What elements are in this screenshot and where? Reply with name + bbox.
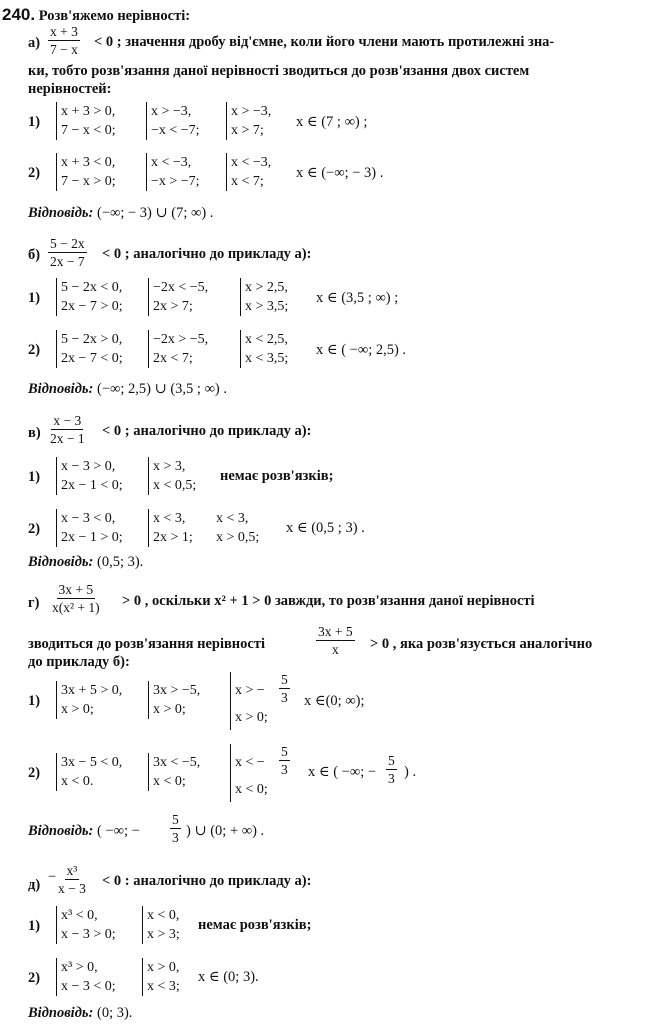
answer-value: (−∞; − 3) ∪ (7; ∞) . [97, 205, 214, 221]
system-2: x > −3, −x < −7; [146, 102, 200, 140]
case-1-result: немає розв'язків; [198, 917, 312, 933]
answer-label: Відповідь: [28, 554, 94, 570]
part-g-answer [28, 822, 140, 840]
system-2: x < 0, x > 3; [142, 906, 180, 944]
system-3: x > 2,5, x > 3,5; [240, 278, 288, 316]
fraction: $\frac{5}{3}$ [281, 744, 288, 777]
system-3: x > − $\frac{5}{3}$ x > 0; [230, 672, 268, 730]
answer-value: (0,5; 3). [97, 554, 144, 570]
part-a-fraction [48, 24, 80, 57]
case-1-result: x ∈(0; ∞); [304, 693, 365, 709]
part-b-answer [28, 380, 227, 398]
answer-label: Відповідь: [28, 1005, 94, 1021]
fraction-denominator: x − 3 [58, 881, 86, 896]
answer-label: Відповідь: [28, 823, 94, 839]
system-1: x + 3 < 0, 7 − x > 0; [56, 153, 116, 191]
system-3: x < − $\frac{5}{3}$ x < 0; [230, 744, 268, 802]
case-2-result: x ∈ (0,5 ; 3) . [286, 520, 365, 536]
answer-value: ( −∞; − [97, 823, 140, 839]
case-2-label: 2) [28, 970, 41, 986]
fraction: $\frac{5}{3}$ [388, 753, 395, 786]
case-1-result: x ∈ (7 ; ∞) ; [296, 114, 368, 130]
fraction-denominator: 2x − 1 [50, 431, 85, 446]
case-2-label: 2) [28, 765, 41, 781]
exercise-number: 240. [2, 5, 36, 24]
part-a-label: а) [28, 35, 41, 51]
answer-label: Відповідь: [28, 381, 94, 397]
fraction: $\frac{5}{3}$ [281, 672, 288, 705]
system-1: x − 3 > 0, 2x − 1 < 0; [56, 457, 123, 495]
fraction-denominator: x(x² + 1) [52, 600, 100, 615]
part-a-line3: нерівностей: [28, 81, 112, 97]
minus-sign: − [48, 869, 57, 885]
fraction-numerator: x + 3 [50, 24, 78, 39]
system-2: −2x > −5, 2x < 7; [148, 330, 208, 368]
part-g-fraction-2 [316, 624, 355, 657]
part-b-condition: < 0 ; аналогічно до прикладу а): [102, 246, 312, 262]
case-1-label: 1) [28, 114, 41, 130]
case-1-result: x ∈ (3,5 ; ∞) ; [316, 290, 399, 306]
case-1-result: немає розв'язків; [220, 468, 334, 484]
case-2-result: x ∈ (−∞; − 3) . [296, 165, 384, 181]
system-2: 3x > −5, x > 0; [148, 681, 200, 719]
fraction-numerator: 3x + 5 [58, 582, 94, 597]
case-1-label: 1) [28, 918, 41, 934]
exercise-header [2, 6, 190, 25]
system-2: x < −3, −x > −7; [146, 153, 200, 191]
part-v-condition: < 0 ; аналогічно до прикладу а): [102, 423, 312, 439]
part-b-fraction [48, 236, 87, 269]
system-3: x < 2,5, x < 3,5; [240, 330, 288, 368]
fraction-numerator: 5 − 2x [50, 236, 85, 251]
part-v-fraction [48, 413, 87, 446]
fraction-numerator: x − 3 [53, 413, 82, 428]
case-2-label: 2) [28, 342, 41, 358]
case-1-label: 1) [28, 693, 41, 709]
answer-value: (−∞; 2,5) ∪ (3,5 ; ∞) . [97, 381, 227, 397]
system-1: x³ < 0, x − 3 > 0; [56, 906, 116, 944]
fraction-denominator: x [331, 642, 339, 657]
answer-label: Відповідь: [28, 205, 94, 221]
system-2: x > 3, x < 0,5; [148, 457, 196, 495]
fraction-denominator: 2x − 7 [50, 254, 85, 269]
fraction-denominator: 7 − x [50, 42, 78, 57]
part-g-condition: > 0 , оскільки x² + 1 > 0 завжди, то розв'язання даної нерівності [122, 593, 535, 609]
part-g-line2a: зводиться до розв'язання нерівності [28, 636, 265, 652]
part-b-label: б) [28, 247, 41, 263]
system-3: x < 3, x > 0,5; [216, 511, 260, 545]
fraction-numerator: x³ [66, 863, 78, 878]
system-3: x < −3, x < 7; [226, 153, 271, 191]
system-1: 3x + 5 > 0, x > 0; [56, 681, 122, 719]
part-a-condition: < 0 ; значення дробу від'ємне, коли його члени мають протилежні зна- [94, 34, 555, 50]
fraction: $\frac{5}{3}$ [172, 812, 179, 845]
case-2-result: x ∈ ( −∞; 2,5) . [316, 342, 407, 358]
part-d-fraction [56, 863, 88, 896]
system-2: x > 0, x < 3; [142, 958, 180, 996]
case-2-label: 2) [28, 165, 41, 181]
part-v-answer [28, 553, 143, 571]
system-1: 5 − 2x > 0, 2x − 7 < 0; [56, 330, 123, 368]
part-g-label: г) [28, 595, 40, 611]
fraction-numerator: 3x + 5 [318, 624, 353, 639]
system-3: x > −3, x > 7; [226, 102, 271, 140]
system-2: −2x < −5, 2x > 7; [148, 278, 208, 316]
case-2-result-end: ) . [404, 764, 417, 780]
part-g-fraction [50, 582, 102, 615]
system-1: x + 3 > 0, 7 − x < 0; [56, 102, 116, 140]
case-1-label: 1) [28, 469, 41, 485]
case-2-label: 2) [28, 521, 41, 537]
exercise-title: Розв'яжемо нерівності: [38, 8, 191, 24]
answer-value-end: ) ∪ (0; + ∞) . [186, 823, 265, 839]
system-1: x − 3 < 0, 2x − 1 > 0; [56, 509, 123, 547]
system-2: x < 3, 2x > 1; [148, 509, 193, 547]
case-2-result: x ∈ ( −∞; − [308, 764, 377, 780]
case-1-label: 1) [28, 290, 41, 306]
system-1: x³ > 0, x − 3 < 0; [56, 958, 116, 996]
part-v-label: в) [28, 425, 41, 441]
case-2-result: x ∈ (0; 3). [198, 969, 259, 985]
system-1: 5 − 2x < 0, 2x − 7 > 0; [56, 278, 123, 316]
part-d-answer [28, 1004, 132, 1022]
part-d-condition: < 0 : аналогічно до прикладу а): [102, 873, 312, 889]
part-d-label: д) [28, 877, 41, 893]
system-2: 3x < −5, x < 0; [148, 753, 200, 791]
part-g-line3: до прикладу б): [28, 654, 130, 670]
part-g-line2b: > 0 , яка розв'язується аналогічно [370, 636, 593, 652]
answer-value: (0; 3). [97, 1005, 133, 1021]
part-a-answer [28, 204, 213, 222]
part-a-line2: ки, тобто розв'язання даної нерівності зводиться до розв'язання двох систем [28, 63, 530, 79]
system-1: 3x − 5 < 0, x < 0. [56, 753, 122, 791]
